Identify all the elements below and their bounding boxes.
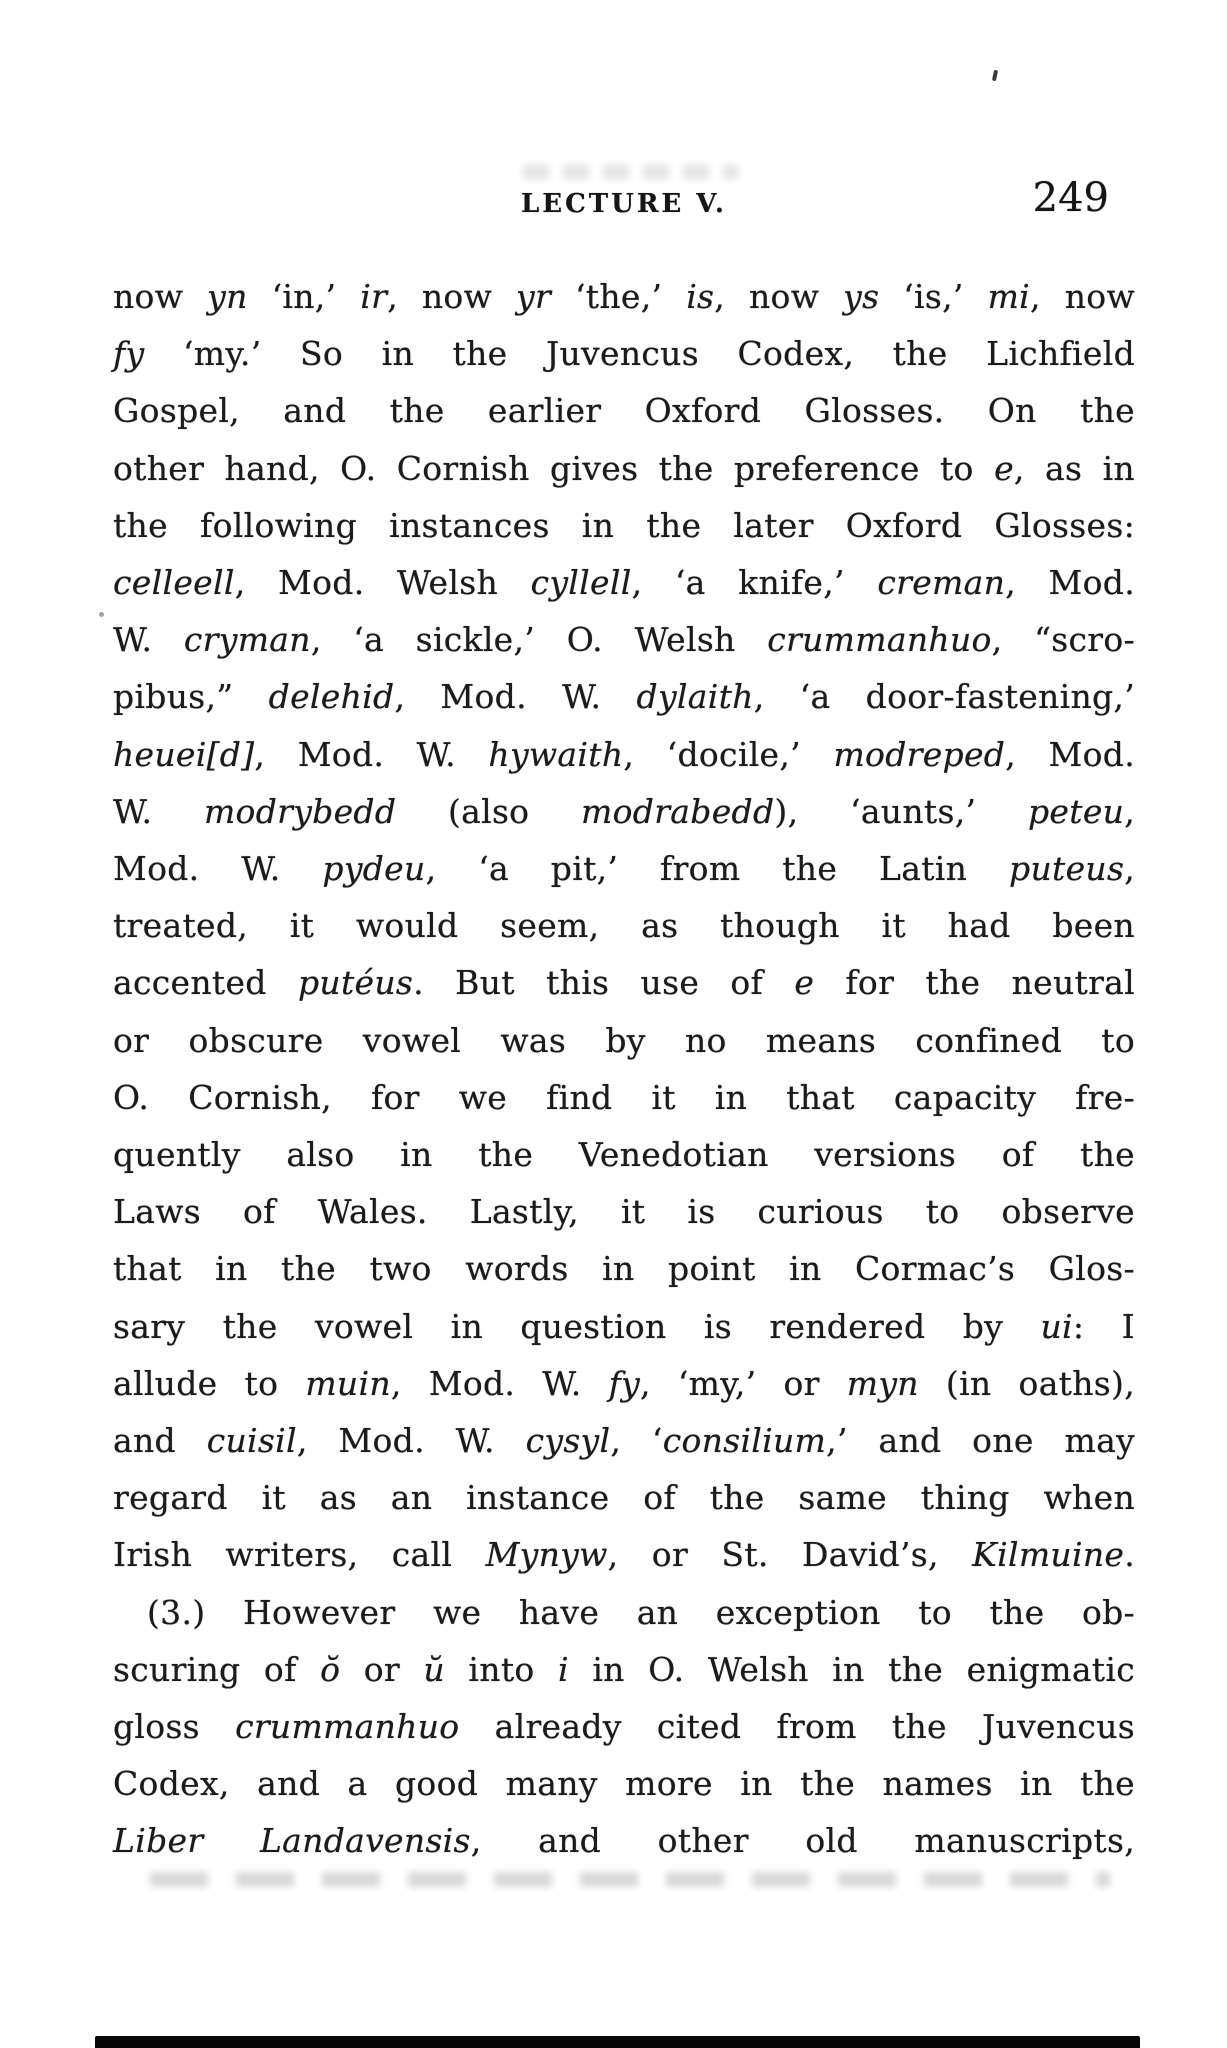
text-segment: ‘is,’ xyxy=(879,277,988,316)
italic-term: fy xyxy=(113,334,145,374)
italic-term: puteus xyxy=(1009,849,1125,889)
text-segment: already cited from the Juvencus xyxy=(459,1707,1135,1747)
text-segment: scuring of xyxy=(113,1649,321,1689)
italic-term: Mynyw xyxy=(485,1535,608,1575)
text-line xyxy=(113,1469,1135,1526)
italic-term: Liber Landavensis xyxy=(113,1821,471,1861)
text-line xyxy=(113,1069,1135,1126)
text-segment: , ‘a door-fastening,’ xyxy=(753,677,1136,717)
text-segment: O. Cornish, for we find it in that capacity fre- xyxy=(113,1077,1135,1117)
scan-dot-artifact xyxy=(99,612,104,617)
scan-edge-artifact xyxy=(95,2036,1140,2048)
italic-term: heuei[d] xyxy=(113,734,255,774)
text-segment: the following instances in the later Oxford Glosses: xyxy=(113,505,1135,545)
italic-term: pydeu xyxy=(322,849,426,889)
italic-term: i xyxy=(558,1649,569,1689)
text-line xyxy=(113,1412,1135,1469)
text-segment: , ‘docile,’ xyxy=(623,734,834,774)
text-line xyxy=(113,1183,1135,1240)
text-segment: . But this use of xyxy=(413,963,795,1003)
text-line xyxy=(113,1240,1135,1297)
text-segment: , ‘ xyxy=(610,1421,663,1461)
italic-term: ui xyxy=(1040,1306,1073,1346)
text-segment: : I xyxy=(1072,1306,1136,1346)
italic-term: mi xyxy=(987,277,1031,316)
bleed-through-artifact xyxy=(150,1872,1110,1887)
text-line xyxy=(113,1526,1135,1583)
text-segment: for the neutral xyxy=(814,963,1135,1003)
text-segment: , “scro- xyxy=(991,620,1135,660)
text-segment: , now xyxy=(1030,277,1136,316)
italic-term: muin xyxy=(305,1363,391,1403)
text-segment: , Mod. xyxy=(1005,734,1135,774)
text-segment: into xyxy=(444,1649,559,1689)
text-segment: , or St. David’s, xyxy=(607,1535,973,1575)
italic-term: ŭ xyxy=(423,1649,445,1689)
scan-speck xyxy=(992,70,998,82)
italic-term: ys xyxy=(843,277,880,316)
text-line xyxy=(113,1812,1135,1869)
italic-term: cryman xyxy=(183,620,311,660)
text-segment: , now xyxy=(387,277,517,316)
text-line xyxy=(113,1355,1135,1412)
text-segment: , ‘a sickle,’ O. Welsh xyxy=(310,620,768,660)
text-segment: ), ‘aunts,’ xyxy=(774,791,1028,831)
text-segment: , Mod. xyxy=(1005,563,1135,603)
italic-term: cyllell xyxy=(530,563,632,603)
italic-term: cysyl xyxy=(525,1421,611,1461)
italic-term: myn xyxy=(846,1363,919,1403)
text-line xyxy=(113,1298,1135,1355)
text-segment: , Mod. W. xyxy=(394,677,637,717)
text-segment: , xyxy=(1124,849,1135,889)
italic-term: Kilmuine xyxy=(972,1535,1125,1575)
italic-term: peteu xyxy=(1028,791,1125,831)
text-segment: or xyxy=(340,1649,424,1689)
text-segment: Laws of Wales. Lastly, it is curious to observe xyxy=(113,1192,1135,1232)
text-line xyxy=(113,382,1135,439)
text-line xyxy=(113,1012,1135,1069)
text-line xyxy=(113,1126,1135,1183)
page-number: 249 xyxy=(1032,175,1109,221)
italic-term: is xyxy=(686,277,715,316)
text-segment: other hand, O. Cornish gives the preference to xyxy=(113,448,995,488)
italic-term: yn xyxy=(207,277,248,316)
text-segment: in O. Welsh in the enigmatic xyxy=(568,1649,1135,1689)
text-line xyxy=(113,1698,1135,1755)
text-segment: allude to xyxy=(113,1363,306,1403)
text-line xyxy=(113,840,1135,897)
text-segment: Codex, and a good many more in the names in the xyxy=(113,1764,1135,1804)
text-line xyxy=(113,611,1135,668)
italic-term: dylaith xyxy=(636,677,754,717)
italic-term: yr xyxy=(516,277,552,316)
text-segment: and xyxy=(113,1421,207,1461)
text-segment: (3.) However we have an exception to the ob- xyxy=(147,1592,1135,1632)
text-segment: ‘my.’ So in the Juvencus Codex, the Lichfield xyxy=(144,334,1135,374)
italic-term: e xyxy=(794,963,815,1003)
text-line xyxy=(113,783,1135,840)
text-segment: , as in xyxy=(1013,448,1135,488)
text-segment: regard it as an instance of the same thing when xyxy=(113,1478,1135,1518)
text-segment: . xyxy=(1124,1535,1136,1575)
text-segment: W. xyxy=(113,791,204,831)
text-segment: , Mod. W. xyxy=(254,734,489,774)
italic-term: crummanhuo xyxy=(767,620,992,660)
text-segment: , ‘a knife,’ xyxy=(631,563,878,603)
text-segment: , ‘my,’ or xyxy=(640,1363,847,1403)
text-segment: , ‘a pit,’ from the Latin xyxy=(425,849,1010,889)
italic-term: delehid xyxy=(268,677,395,717)
text-line xyxy=(113,497,1135,554)
italic-term: creman xyxy=(877,563,1006,603)
text-segment: ‘the,’ xyxy=(551,277,687,316)
text-segment: , Mod. Welsh xyxy=(234,563,531,603)
text-segment: W. xyxy=(113,620,184,660)
text-line xyxy=(113,554,1135,611)
running-title: LECTURE V. xyxy=(521,189,727,219)
italic-term: e xyxy=(994,448,1014,488)
page-header xyxy=(113,175,1135,243)
text-segment: Gospel, and the earlier Oxford Glosses. On the xyxy=(113,391,1135,431)
italic-term: putéus xyxy=(297,963,414,1003)
text-line xyxy=(113,268,1135,325)
text-line xyxy=(113,440,1135,497)
text-segment: , and other old manuscripts, xyxy=(470,1821,1135,1861)
italic-term: crummanhuo xyxy=(235,1707,460,1747)
text-segment: treated, it would seem, as though it had been xyxy=(113,906,1135,946)
text-line xyxy=(113,1584,1135,1641)
body-text xyxy=(113,268,1135,1870)
italic-term: modrabedd xyxy=(581,791,775,831)
text-segment: sary the vowel in question is rendered by xyxy=(113,1306,1041,1346)
italic-term: consilium xyxy=(662,1421,827,1461)
italic-term: modreped xyxy=(833,734,1006,774)
text-segment: gloss xyxy=(113,1707,236,1747)
text-line xyxy=(113,897,1135,954)
text-segment: , xyxy=(1124,791,1135,831)
text-segment: that in the two words in point in Cormac’s Glos- xyxy=(113,1249,1135,1289)
text-segment: pibus,” xyxy=(113,677,269,717)
text-segment: now xyxy=(113,277,208,316)
text-segment: , now xyxy=(714,277,844,316)
text-segment: quently also in the Venedotian versions of the xyxy=(113,1135,1135,1175)
italic-term: hywaith xyxy=(488,734,624,774)
text-line xyxy=(113,1755,1135,1812)
text-segment: Irish writers, call xyxy=(113,1535,486,1575)
italic-term: celleell xyxy=(113,563,235,603)
text-segment: ,’ and one may xyxy=(826,1421,1135,1461)
text-line xyxy=(113,954,1135,1011)
italic-term: modrybedd xyxy=(203,791,397,831)
italic-term: cuisil xyxy=(206,1421,297,1461)
text-line xyxy=(113,726,1135,783)
text-segment: , Mod. W. xyxy=(390,1363,609,1403)
text-segment: Mod. W. xyxy=(113,849,323,889)
text-line xyxy=(113,1641,1135,1698)
text-segment: , Mod. W. xyxy=(296,1421,526,1461)
text-segment: accented xyxy=(113,963,298,1003)
text-segment: ‘in,’ xyxy=(247,277,361,316)
text-segment: (also xyxy=(396,791,582,831)
text-segment: or obscure vowel was by no means confined to xyxy=(113,1020,1135,1060)
bleed-through-artifact xyxy=(523,165,738,179)
italic-term: ŏ xyxy=(320,1649,341,1689)
text-segment: (in oaths), xyxy=(918,1363,1135,1403)
text-line xyxy=(113,325,1135,382)
text-line xyxy=(113,668,1135,725)
italic-term: fy xyxy=(608,1363,641,1403)
italic-term: ir xyxy=(360,277,388,316)
